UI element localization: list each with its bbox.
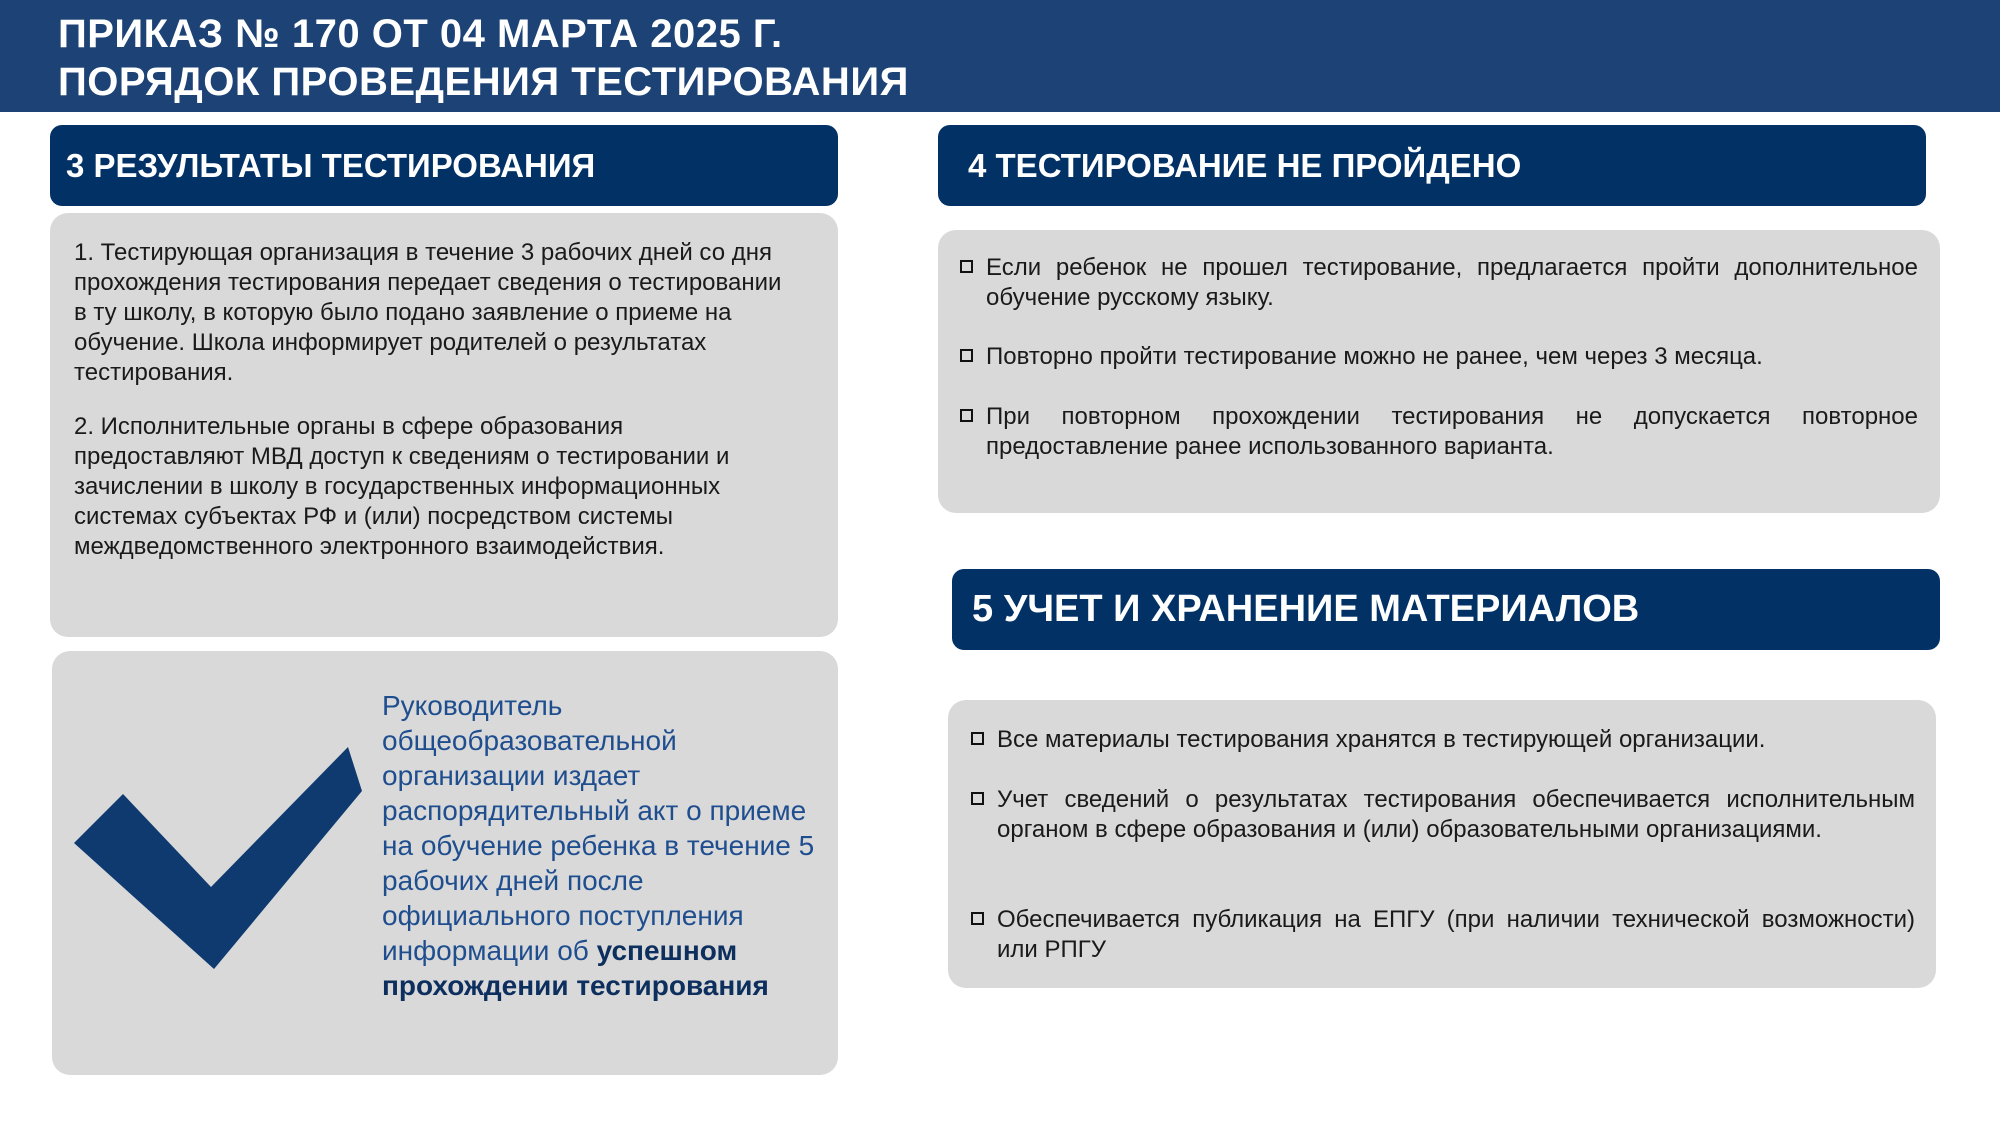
enrollment-text-main: Руководитель общеобразовательной организации издает распорядительный акт о приеме на обучение ребенка в течение 5 рабочих дней после официального поступления информации об — [382, 690, 815, 966]
top-bar — [0, 0, 2000, 112]
checkbox-bullet-icon — [971, 912, 984, 925]
section-5-bullet — [969, 905, 1915, 965]
section-4-bullet — [958, 342, 1918, 372]
section-5-bullet — [969, 725, 1915, 755]
order-subtitle: ПОРЯДОК ПРОВЕДЕНИЯ ТЕСТИРОВАНИЯ — [58, 60, 909, 104]
section-3-header: 3 РЕЗУЛЬТАТЫ ТЕСТИРОВАНИЯ — [50, 125, 838, 206]
bullet-text: Обеспечивается публикация на ЕПГУ (при наличии технической возможности) или РПГУ — [997, 906, 1915, 963]
checkbox-bullet-icon — [960, 349, 973, 362]
enrollment-text — [382, 688, 822, 1003]
checkbox-bullet-icon — [971, 792, 984, 805]
order-title: ПРИКАЗ № 170 ОТ 04 МАРТА 2025 Г. — [58, 12, 783, 56]
section-4-bullet — [958, 402, 1918, 462]
check-icon — [74, 747, 362, 969]
section-3-paragraph-1: 1. Тестирующая организация в течение 3 рабочих дней со дня прохождения тестирования передает сведения о тестировании в ту школу, в которую было подано заявление о приеме на обучение. Школа информирует родителей о результатах тестирования. — [74, 239, 782, 386]
section-5-header: 5 УЧЕТ И ХРАНЕНИЕ МАТЕРИАЛОВ — [952, 569, 1940, 650]
section-4-header: 4 ТЕСТИРОВАНИЕ НЕ ПРОЙДЕНО — [938, 125, 1926, 206]
enrollment-text-bold: успешном прохождении тестирования — [382, 935, 769, 1001]
bullet-text: При повторном прохождении тестирования не допускается повторное предоставление ранее использованного варианта. — [986, 403, 1918, 460]
bullet-text: Повторно пройти тестирование можно не ранее, чем через 3 месяца. — [986, 343, 1763, 370]
bullet-text: Если ребенок не прошел тестирование, предлагается пройти дополнительное обучение русскому языку. — [986, 254, 1918, 311]
section-4-bullet — [958, 253, 1918, 313]
section-3-paragraph-2: 2. Исполнительные органы в сфере образования предоставляют МВД доступ к сведениям о тестировании и зачислении в школу в государственных информационных системах субъектах РФ и (или) посредством системы междведомственного электронного взаимодействия. — [74, 413, 730, 560]
checkbox-bullet-icon — [971, 732, 984, 745]
checkbox-bullet-icon — [960, 260, 973, 273]
section-5-bullet — [969, 785, 1915, 845]
bullet-text: Все материалы тестирования хранятся в тестирующей организации. — [997, 726, 1766, 753]
bullet-text: Учет сведений о результатах тестирования обеспечивается исполнительным органом в сфере образования и (или) образовательными организациями. — [997, 786, 1915, 843]
checkbox-bullet-icon — [960, 409, 973, 422]
